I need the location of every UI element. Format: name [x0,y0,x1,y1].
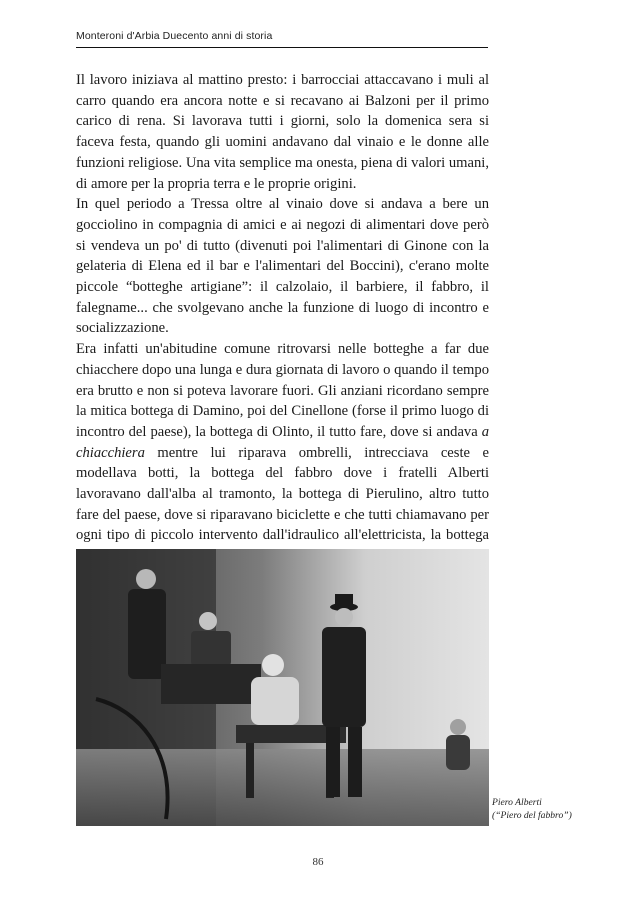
photo-caption [492,796,602,822]
caption-nickname: (“Piero del fabbro”) [492,810,572,821]
paragraph-3-text-b: mentre lui riparava ombrelli, intrecciava ceste e modellava botti, la bottega del fabbro dove i fratelli Alberti lavoravano dall'alba al tramonto, la bottega di Pierulino, altro tutto fare del paese, dove si riparavano biciclette e che tutti chiamavano per ogni tipo di piccolo intervento dall'idraulico all'elettricista, la bottega [76,444,489,544]
paragraph-3 [76,339,489,567]
paragraph-1: Il lavoro iniziava al mattino presto: i barrocciai attaccavano i muli al carro quando era ancora notte e si recavano ai Balzoni per il primo carico di rena. Si lavorava tutti i giorni, solo la domenica sera si faceva festa, quando gli uomini andavano dal vinaio e le donne alle funzioni religiose. Una vita semplice ma onesta, piena di valori umani, di amore per la propria terra e le proprie origini. [76,72,489,192]
body-text [76,70,489,567]
historic-photo [76,549,489,826]
page-number: 86 [312,856,324,868]
paragraph-3-text-a: Era infatti un'abitudine comune ritrovarsi nelle botteghe a far due chiacchere dopo una lunga e dura giornata di lavoro o quando il tempo era brutto e non si poteva lavorare fuori. Gli anziani ricordano sempre la mitica bottega di Damino, poi del Cinellone (forse il primo luogo di incontro del paese), la bottega di Olinto, il tutto fare, dove si andava [76,341,489,440]
header-rule [76,47,488,48]
running-header: Monteroni d'Arbia Duecento anni di storia [76,30,273,42]
paragraph-3-italic-a: a chiacchiera [76,423,489,461]
paragraph-2: In quel periodo a Tressa oltre al vinaio dove si andava a bere un gocciolino in compagnia di amici e ai negozi di alimentari dove però si vendeva un po' di tutto (divenuti poi l'alimentari di Ginone con la gelateria di Elena ed il bar e l'alimentari del Boccini), c'erano molte piccole “botteghe artigiane”: il calzolaio, il barbiere, il fabbro, il falegname... che svolgevano anche la funzione di luogo di incontro e socializzazione. [76,196,489,337]
caption-name: Piero Alberti [492,797,542,808]
